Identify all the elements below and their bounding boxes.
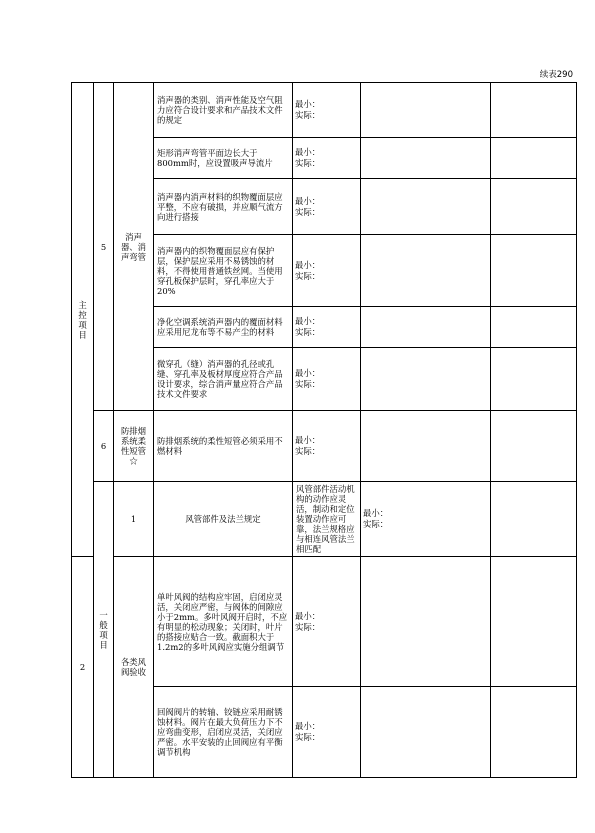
requirement-text: 消声器的类别、消声性能及空气阻力应符合设计要求和产品技术文件的规定 [154,83,293,138]
record-cell [491,482,577,557]
record-cell [361,411,491,482]
requirement-text: 微穿孔（缝）消声器的孔径或孔缝、穿孔率及板材厚度应符合产品设计要求，综合消声量应符合产品技术文件要求 [154,348,293,411]
result-cell [491,307,577,348]
item-category: 各类风阀验收 [114,557,154,778]
min-label: 最小： [295,99,321,109]
min-label: 最小： [295,147,321,157]
continuation-label: 续表290 [539,70,573,80]
item-category: 防排烟系统柔性短管☆ [114,411,154,482]
requirement-text: 单叶风阀的结构应牢固，启闭应灵活，关闭应严密，与阀体的间隙应小于2mm。多叶风阀开启时，不应有明显的松动现象；关闭时，叶片的搭接应贴合一致。截面积大于1.2m2的多叶风阀应实施分组调节 [154,557,293,687]
measure-cell [293,83,361,138]
requirement-text: 风管部件活动机构的动作应灵活，制动和定位装置动作应可靠，法兰规格应与相连风管法兰相匹配 [293,482,361,557]
record-cell [361,687,491,778]
actual-label: 实际： [295,206,321,217]
section-main-control: 主控项目 [72,83,94,557]
measure-cell [293,307,361,348]
record-cell [361,83,491,138]
min-label: 最小： [295,195,321,206]
min-label: 最小： [295,259,321,270]
item-number: 2 [72,557,94,778]
requirement-text: 消声器内消声材料的织物覆面层应平整，不应有破损，并应顺气流方向进行搭接 [154,179,293,235]
result-cell [491,687,577,778]
item-category: 消声器、消声弯管 [114,83,154,411]
actual-label: 实际： [295,327,321,337]
result-cell [491,411,577,482]
actual-label: 实际： [295,110,321,120]
measure-cell [293,179,361,235]
actual-label: 实际： [363,519,389,529]
actual-label: 实际： [295,158,321,168]
measure-cell [293,235,361,307]
actual-label: 实际： [295,379,321,389]
item-number: 6 [94,411,114,482]
result-cell [491,235,577,307]
requirement-text: 消声器内的织物覆面层应有保护层，保护层应采用不易锈蚀的材料，不得使用普通铁丝网。当使用穿孔板保护层时，穿孔率应大于20% [154,235,293,307]
record-cell [361,179,491,235]
min-label: 最小： [295,610,321,621]
measure-cell [293,687,361,778]
section-general: 一般项目 [94,482,114,778]
requirement-text: 防排烟系统的柔性短管必须采用不燃材料 [154,411,293,482]
min-label: 最小： [295,435,321,445]
measure-cell [361,482,491,557]
measure-cell [293,411,361,482]
requirement-text: 回阀阀片的转轴、铰链应采用耐锈蚀材料。阀片在最大负荷压力下不应弯曲变形，启闭应灵活，关闭应严密。水平安装的止回阀应有平衡调节机构 [154,687,293,778]
requirement-text: 矩形消声弯管平面边长大于800mm时，应设置吸声导流片 [154,138,293,179]
item-category: 风管部件及法兰规定 [154,482,293,557]
result-cell [491,557,577,687]
min-label: 最小： [295,721,321,731]
result-cell [491,179,577,235]
min-label: 最小： [295,316,321,326]
actual-label: 实际： [295,621,321,632]
actual-label: 实际： [295,446,321,456]
record-cell [361,348,491,411]
result-cell [491,138,577,179]
record-cell [361,138,491,179]
min-label: 最小： [295,368,321,378]
measure-cell [293,348,361,411]
actual-label: 实际： [295,732,321,742]
inspection-table [71,82,577,778]
actual-label: 实际： [295,270,321,281]
record-cell [361,307,491,348]
result-cell [491,348,577,411]
record-cell [361,235,491,307]
measure-cell [293,138,361,179]
record-cell [361,557,491,687]
measure-cell [293,557,361,687]
requirement-text: 净化空调系统消声器内的覆面材料应采用尼龙布等不易产尘的材料 [154,307,293,348]
item-number: 1 [114,482,154,557]
item-number: 5 [94,83,114,411]
result-cell [491,83,577,138]
min-label: 最小： [363,508,389,518]
